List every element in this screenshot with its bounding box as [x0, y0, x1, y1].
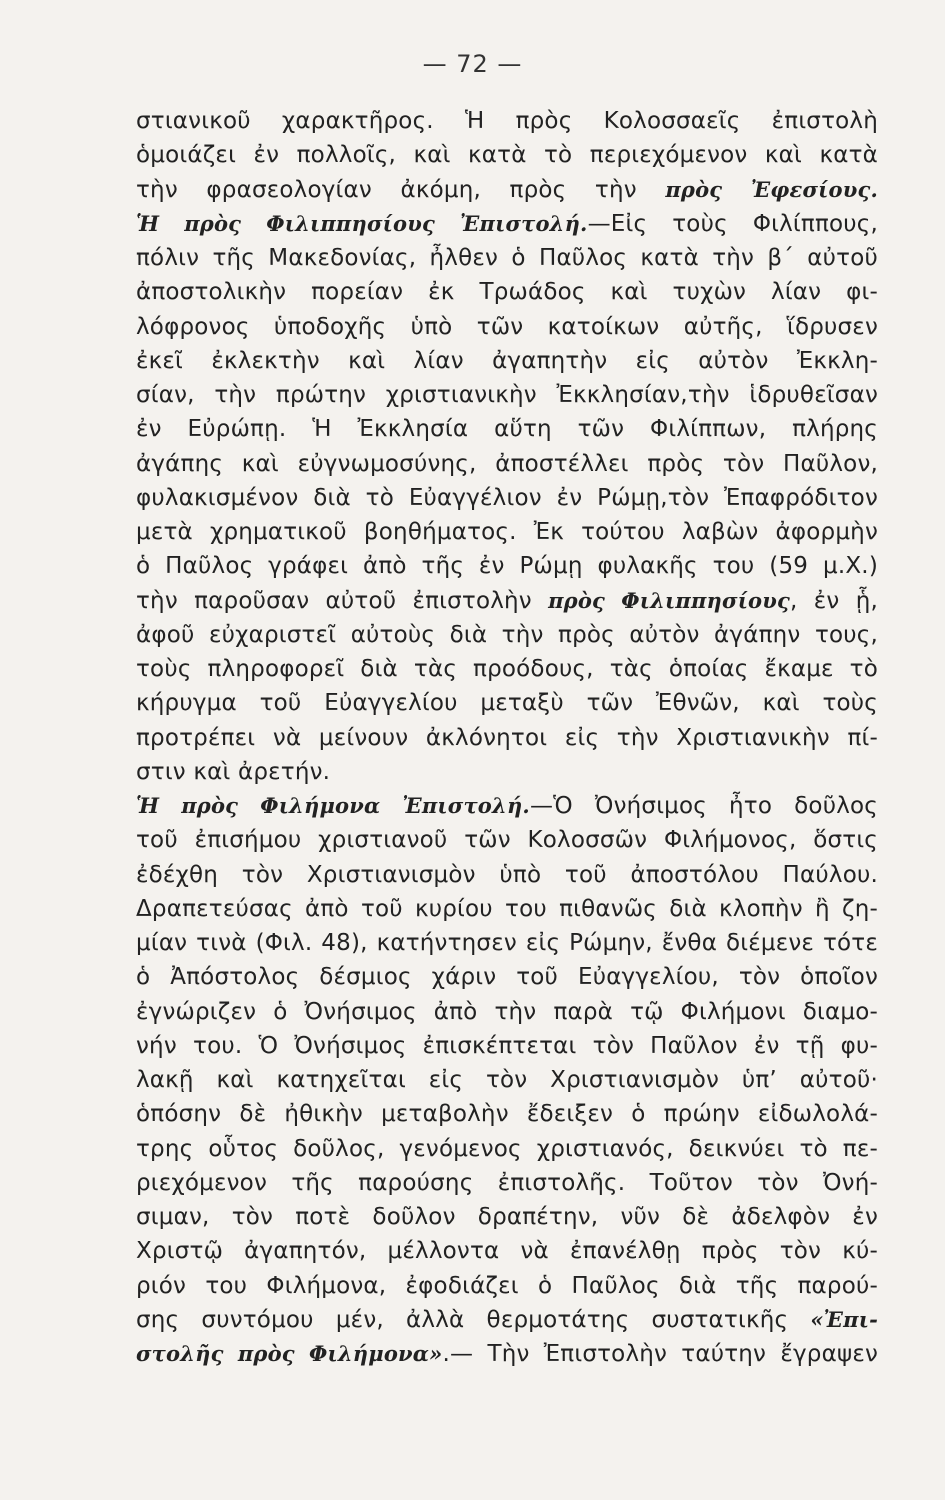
text-segment: ἀφοῦ εὐχαριστεῖ αὐτοὺς διὰ τὴν πρὸς αὐτὸν ἀγάπην τους,	[136, 621, 878, 648]
text-line	[136, 721, 878, 755]
text-segment: τὴν φρασεολογίαν ἀκόμη, πρὸς τὴν	[136, 176, 666, 203]
text-line	[136, 926, 878, 960]
text-line	[136, 310, 878, 344]
text-line	[136, 138, 878, 172]
text-segment: μετὰ χρηματικοῦ βοηθήματος. Ἐκ τούτου λαβὼν ἀφορμὴν	[136, 519, 878, 545]
text-segment: ριεχόμενον τῆς παρούσης ἐπιστολῆς. Τοῦτον τὸν Ὀνή-	[136, 1169, 878, 1196]
text-line	[136, 755, 878, 789]
text-line	[136, 1200, 878, 1234]
text-segment: ἐκεῖ ἐκλεκτὴν καὶ λίαν ἀγαπητὴν εἰς αὐτὸν Ἐκκλη-	[136, 347, 878, 374]
text-segment: νήν του. Ὁ Ὀνήσιμος ἐπισκέπτεται τὸν Παῦλον ἐν τῇ φυ-	[136, 1032, 878, 1059]
text-line	[136, 686, 878, 720]
text-segment: —Ὁ Ὀνήσιμος ἦτο δοῦλος	[529, 793, 878, 819]
text-segment: ἀγάπης καὶ εὐγνωμοσύνης, ἀποστέλλει πρὸς τὸν Παῦλον,	[136, 450, 878, 477]
text-segment: Χριστῷ ἀγαπητόν, μέλλοντα νὰ ἐπανέλθῃ πρὸς τὸν κύ-	[136, 1238, 878, 1265]
text-segment: ὁ Παῦλος γράφει ἀπὸ τῆς ἐν Ρώμῃ φυλακῆς του (59 μ.Χ.)	[136, 553, 878, 580]
text-line	[136, 892, 878, 926]
text-line	[136, 789, 878, 823]
text-segment: ὁπόσην δὲ ἠθικὴν μεταβολὴν ἔδειξεν ὁ πρώην εἰδωλολά-	[136, 1101, 878, 1128]
text-segment: ριόν του Φιλήμονα, ἐφοδιάζει ὁ Παῦλος διὰ τῆς παρού-	[136, 1272, 878, 1299]
text-line	[136, 378, 878, 412]
text-segment: , ἐν ᾗ,	[790, 587, 878, 614]
text-segment: —Εἰς τοὺς Φιλίππους,	[587, 210, 878, 237]
italic-phrase: «Ἐπι-	[810, 1306, 878, 1332]
text-line	[136, 1269, 878, 1303]
body-text	[136, 104, 878, 1371]
text-segment: ἐδέχθη τὸν Χριστιανισμὸν ὑπὸ τοῦ ἀποστόλου Παύλου.	[136, 861, 878, 888]
text-line	[136, 344, 878, 378]
text-line	[136, 1303, 878, 1337]
text-line	[136, 584, 878, 618]
text-segment: σιμαν, τὸν ποτὲ δοῦλον δραπέτην, νῦν δὲ ἀδελφὸν ἐν	[136, 1204, 878, 1230]
text-segment: ὁ Ἀπόστολος δέσμιος χάριν τοῦ Εὐαγγελίου, τὸν ὁποῖον	[136, 964, 878, 991]
text-line	[136, 1132, 878, 1166]
text-line	[136, 823, 878, 857]
text-line	[136, 1063, 878, 1097]
text-line	[136, 1166, 878, 1200]
text-segment: ὁμοιάζει ἐν πολλοῖς, καὶ κατὰ τὸ περιεχόμενον καὶ κατὰ	[136, 142, 878, 169]
text-segment: προτρέπει νὰ μείνουν ἀκλόνητοι εἰς τὴν Χριστιανικὴν πί-	[136, 724, 878, 751]
text-segment: φυλακισμένον διὰ τὸ Εὐαγγέλιον ἐν Ρώμῃ,τὸν Ἐπαφρόδιτον	[136, 484, 878, 511]
text-line	[136, 618, 878, 652]
italic-phrase: Ἡ πρὸς Φιλιππησίους Ἐπιστολή.	[136, 210, 588, 236]
text-line	[136, 1337, 878, 1371]
text-line	[136, 995, 878, 1029]
text-segment: λακῇ καὶ κατηχεῖται εἰς τὸν Χριστιανισμὸν ὑπ’ αὐτοῦ·	[136, 1067, 878, 1093]
text-line	[136, 858, 878, 892]
italic-phrase: Ἡ πρὸς Φιλήμονα Ἐπιστολή.	[136, 793, 530, 818]
text-line	[136, 960, 878, 994]
text-segment: μίαν τινὰ (Φιλ. 48), κατήντησεν εἰς Ρώμην, ἔνθα διέμενε τότε	[136, 930, 878, 956]
text-line	[136, 275, 878, 309]
text-segment: στιν καὶ ἀρετήν.	[136, 758, 331, 785]
text-segment: .— Τὴν Ἐπιστολὴν ταύτην ἔγραψεν	[442, 1341, 878, 1367]
text-segment: τοὺς πληροφορεῖ διὰ τὰς προόδους, τὰς ὁποίας ἔκαμε τὸ	[136, 656, 878, 682]
text-line	[136, 549, 878, 583]
text-segment: ἐν Εὐρώπῃ. Ἡ Ἐκκλησία αὕτη τῶν Φιλίππων, πλήρης	[136, 416, 878, 443]
text-line	[136, 104, 878, 138]
text-line	[136, 447, 878, 481]
text-segment: κήρυγμα τοῦ Εὐαγγελίου μεταξὺ τῶν Ἐθνῶν, καὶ τοὺς	[136, 690, 878, 717]
text-line	[136, 1234, 878, 1268]
text-line	[136, 207, 878, 241]
text-line	[136, 1029, 878, 1063]
text-segment: τὴν παροῦσαν αὐτοῦ ἐπιστολὴν	[136, 587, 549, 614]
text-segment: τρης οὗτος δοῦλος, γενόμενος χριστιανός, δεικνύει τὸ πε-	[136, 1135, 878, 1162]
text-line	[136, 652, 878, 686]
italic-phrase: πρὸς Φιλιππησίους	[548, 587, 791, 613]
text-line	[136, 481, 878, 515]
text-segment: σης συντόμου μέν, ἀλλὰ θερμοτάτης συστατικῆς	[136, 1306, 811, 1333]
page-number: — 72 —	[422, 50, 523, 78]
text-line	[136, 241, 878, 275]
text-segment: ἐγνώριζεν ὁ Ὀνήσιμος ἀπὸ τὴν παρὰ τῷ Φιλήμονι διαμο-	[136, 998, 878, 1025]
text-segment: τοῦ ἐπισήμου χριστιανοῦ τῶν Κολοσσῶν Φιλήμονος, ὅστις	[136, 827, 878, 854]
italic-phrase: στολῆς πρὸς Φιλήμονα»	[136, 1341, 443, 1366]
text-segment: λόφρονος ὑποδοχῆς ὑπὸ τῶν κατοίκων αὐτῆς, ἵδρυσεν	[136, 313, 878, 340]
text-segment: πόλιν τῆς Μακεδονίας, ἦλθεν ὁ Παῦλος κατὰ τὴν β´ αὐτοῦ	[136, 245, 878, 271]
text-segment: σίαν, τὴν πρώτην χριστιανικὴν Ἐκκλησίαν,τὴν ἱδρυθεῖσαν	[136, 382, 878, 408]
text-segment: Δραπετεύσας ἀπὸ τοῦ κυρίου του πιθανῶς διὰ κλοπὴν ἢ ζη-	[136, 895, 878, 922]
text-line	[136, 1097, 878, 1131]
text-segment: ἀποστολικὴν πορείαν ἐκ Τρωάδος καὶ τυχὼν λίαν φι-	[136, 279, 878, 306]
text-line	[136, 515, 878, 549]
text-line	[136, 173, 878, 207]
italic-phrase: πρὸς Ἐφεσίους.	[665, 176, 878, 202]
text-line	[136, 412, 878, 446]
text-segment: στιανικοῦ χαρακτῆρος. Ἡ πρὸς Κολοσσαεῖς ἐπιστολὴ	[136, 108, 878, 134]
